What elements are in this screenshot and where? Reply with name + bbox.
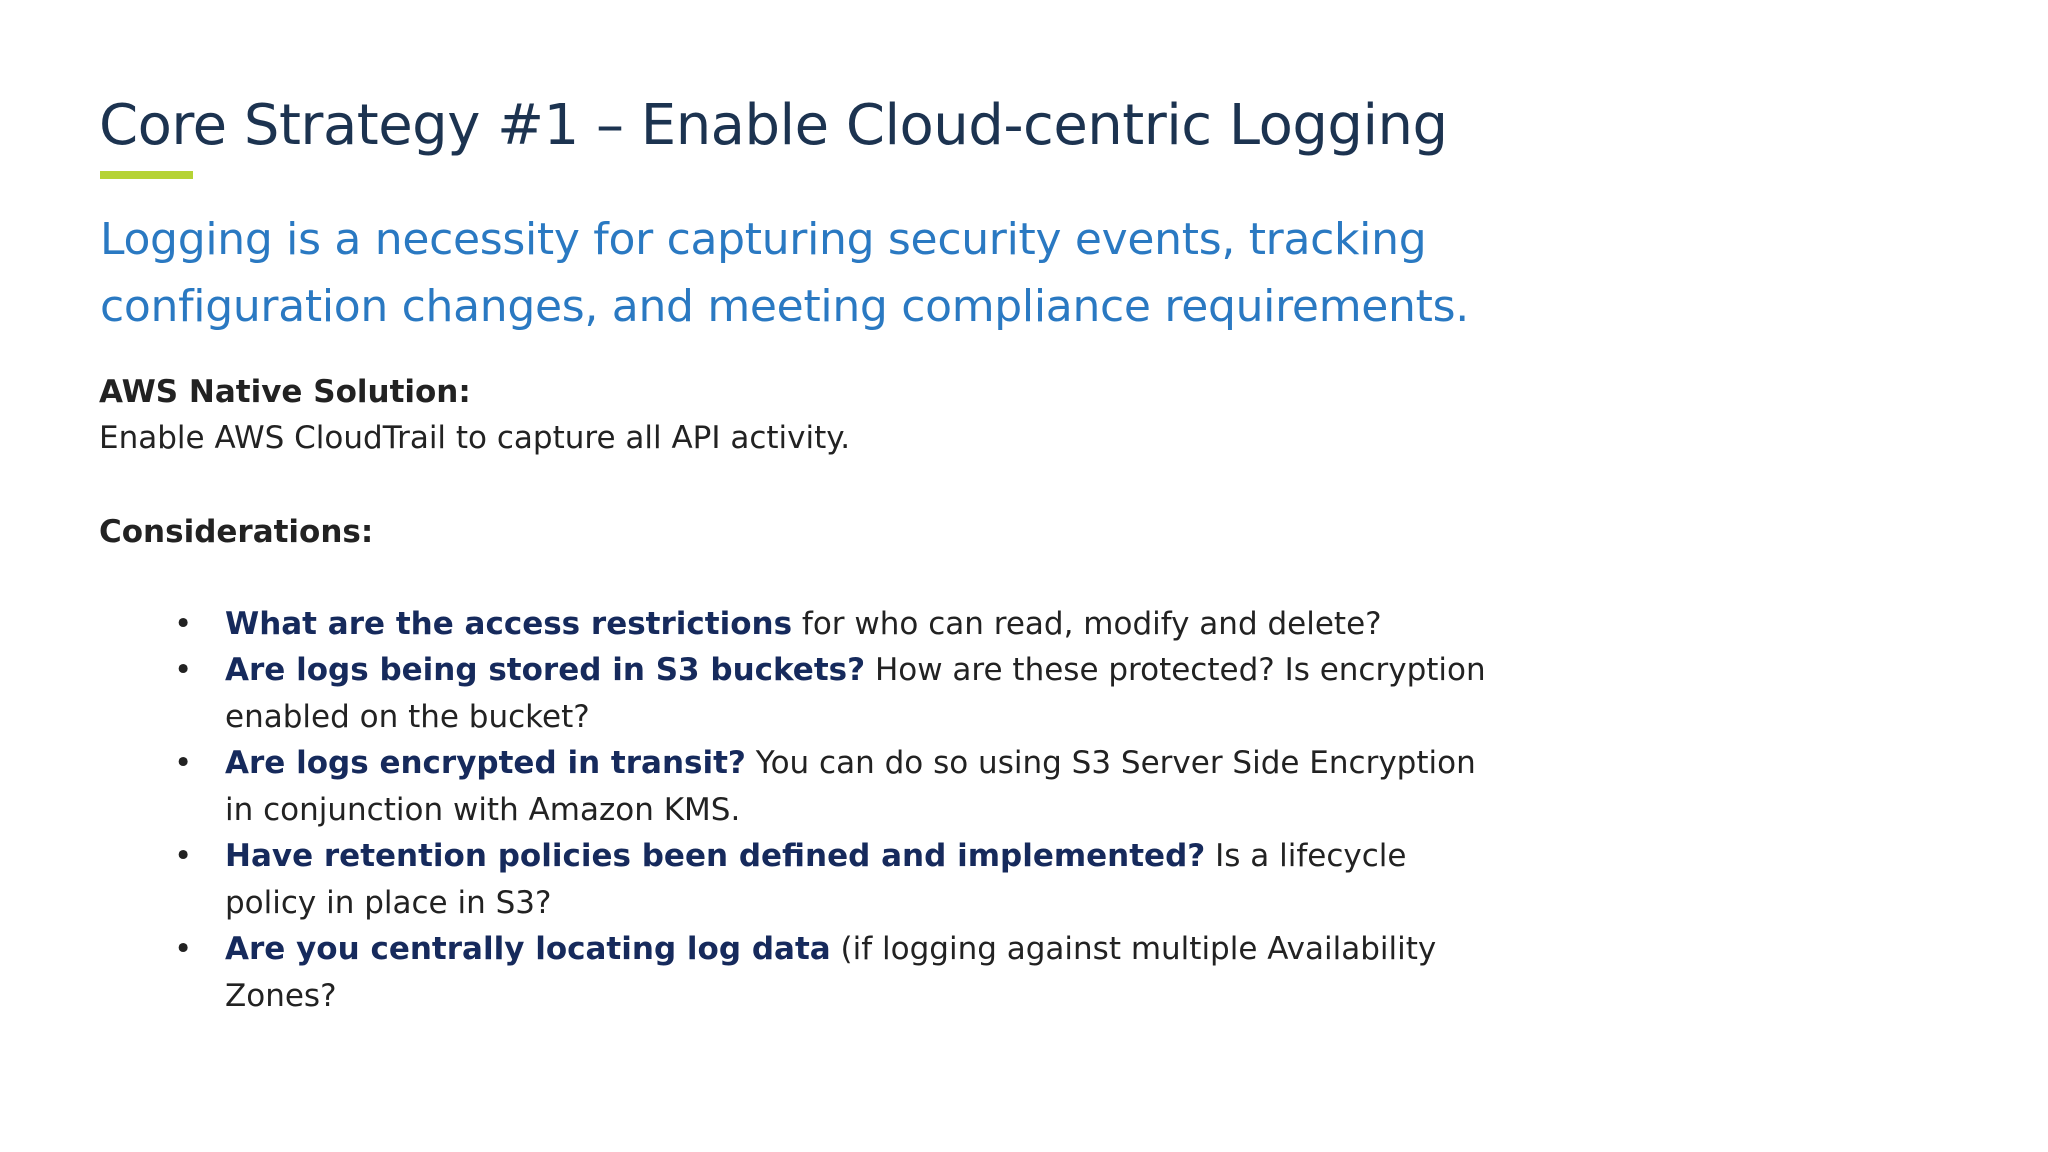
list-item-text [225, 740, 1494, 833]
list-item-emphasis: What are the access restrictions [225, 606, 793, 642]
subtitle-line-2: configuration changes, and meeting compliance requirements. [100, 281, 1469, 332]
bullet-icon: • [174, 606, 193, 642]
native-solution-heading: AWS Native Solution: [99, 374, 471, 410]
list-item-text [225, 833, 1494, 926]
list-item [174, 601, 1494, 648]
list-item [174, 926, 1494, 1019]
bullet-icon: • [174, 652, 193, 688]
native-solution-text: Enable AWS CloudTrail to capture all API activity. [99, 420, 851, 456]
list-item-text [225, 926, 1494, 1019]
bullet-icon: • [174, 745, 193, 781]
list-item-detail: Is a lifecycle policy in place in S3? [225, 838, 1407, 921]
bullet-icon: • [174, 838, 193, 874]
list-item [174, 647, 1494, 740]
slide-title: Core Strategy #1 – Enable Cloud-centric Logging [99, 93, 1448, 158]
bullet-icon: • [174, 931, 193, 967]
list-item-detail: (if logging against multiple Availability Zones? [225, 931, 1437, 1014]
list-item [174, 740, 1494, 833]
list-item-detail: You can do so using S3 Server Side Encryption in conjunction with Amazon KMS. [225, 745, 1476, 828]
list-item-detail: for who can read, modify and delete? [792, 606, 1382, 642]
list-item [174, 833, 1494, 926]
list-item-emphasis: Are logs being stored in S3 buckets? [225, 652, 866, 688]
subtitle-line-1: Logging is a necessity for capturing security events, tracking [100, 214, 1427, 265]
list-item-text [225, 647, 1494, 740]
slide-subtitle [100, 206, 1600, 340]
list-item-emphasis: Are you centrally locating log data [225, 931, 831, 967]
considerations-heading: Considerations: [99, 514, 374, 550]
list-item-emphasis: Have retention policies been defined and implemented? [225, 838, 1206, 874]
list-item-detail: How are these protected? Is encryption enabled on the bucket? [225, 652, 1486, 735]
title-accent-bar [100, 171, 193, 179]
list-item-emphasis: Are logs encrypted in transit? [225, 745, 746, 781]
list-item-text [225, 601, 1494, 648]
